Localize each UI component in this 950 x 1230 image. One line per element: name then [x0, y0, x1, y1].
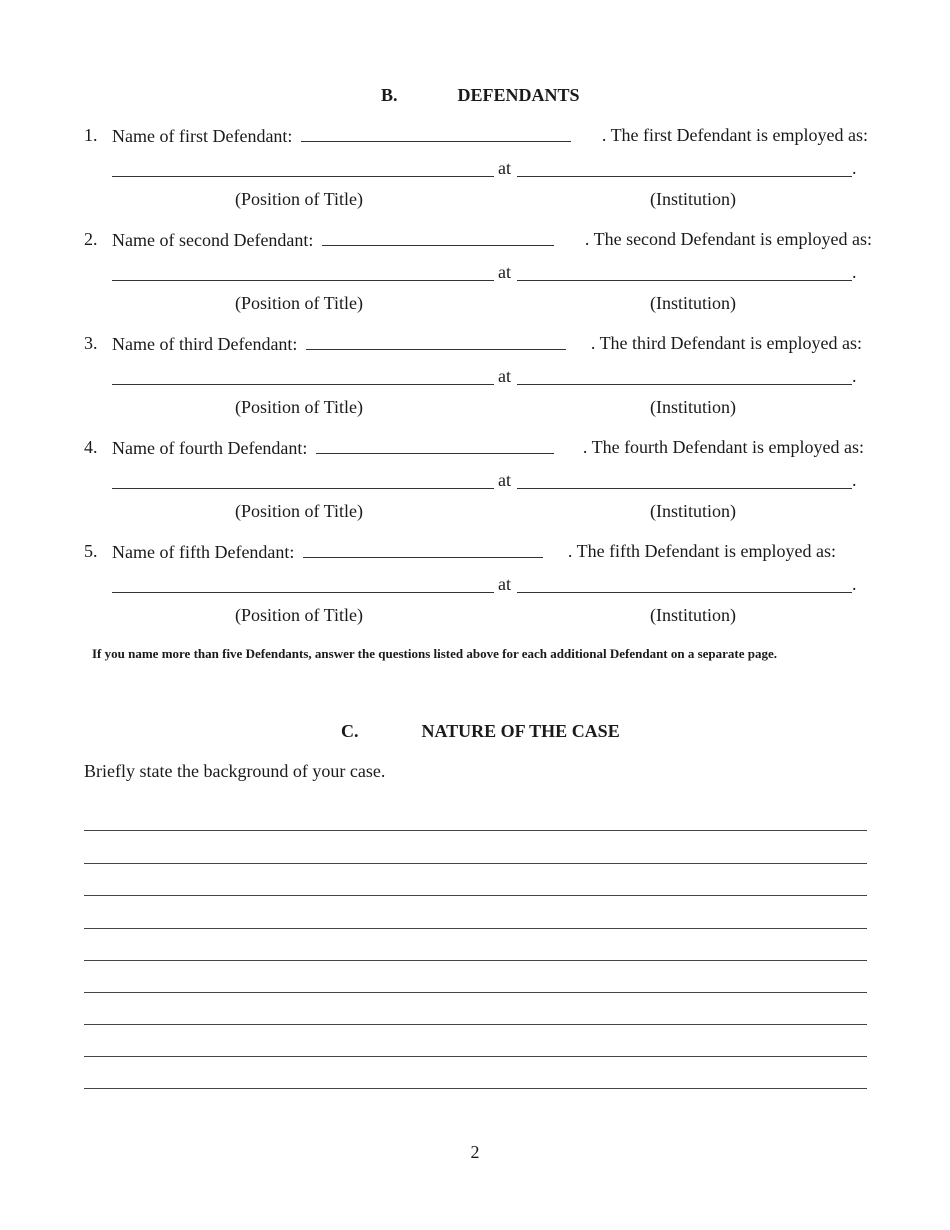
at-label: at	[498, 262, 511, 282]
defendant-number: 5.	[84, 541, 98, 561]
position-caption: (Position of Title)	[235, 189, 364, 209]
defendant-name-label: Name of third Defendant:	[112, 334, 298, 354]
defendant-employed-text: . The fourth Defendant is employed as:	[582, 437, 864, 457]
defendant-name-label: Name of fourth Defendant:	[112, 438, 308, 458]
defendant-5-position-field[interactable]	[112, 576, 494, 593]
defendant-number: 2.	[84, 229, 98, 249]
case-background-line[interactable]	[84, 895, 867, 896]
defendant-4-institution-field[interactable]	[517, 472, 852, 489]
case-background-line[interactable]	[84, 1056, 867, 1057]
section-b-heading	[381, 85, 580, 106]
position-caption: (Position of Title)	[235, 397, 364, 417]
defendant-5-name-field[interactable]	[303, 541, 543, 558]
case-background-line[interactable]	[84, 863, 867, 864]
case-background-line[interactable]	[84, 992, 867, 993]
case-background-prompt: Briefly state the background of your case.	[84, 761, 386, 781]
defendant-4-position-field[interactable]	[112, 472, 494, 489]
at-label: at	[498, 470, 511, 490]
defendant-1-institution-field[interactable]	[517, 160, 852, 177]
defendant-employed-text: . The third Defendant is employed as:	[590, 333, 862, 353]
position-caption: (Position of Title)	[235, 501, 364, 521]
position-caption: (Position of Title)	[235, 293, 364, 313]
defendant-2-institution-field[interactable]	[517, 264, 852, 281]
section-c-heading	[341, 721, 620, 742]
at-label: at	[498, 158, 511, 178]
case-background-line[interactable]	[84, 928, 867, 929]
defendant-employed-text: . The first Defendant is employed as:	[601, 125, 868, 145]
institution-caption: (Institution)	[650, 501, 736, 521]
defendant-employed-text: . The fifth Defendant is employed as:	[567, 541, 836, 561]
defendant-name-label: Name of fifth Defendant:	[112, 542, 295, 562]
section-c-title: NATURE OF THE CASE	[421, 721, 620, 741]
section-c-letter: C.	[341, 721, 359, 741]
institution-caption: (Institution)	[650, 397, 736, 417]
section-b-title: DEFENDANTS	[457, 85, 580, 105]
section-b-letter: B.	[381, 85, 398, 105]
case-background-line[interactable]	[84, 1088, 867, 1089]
defendant-name-label: Name of second Defendant:	[112, 230, 314, 250]
case-background-line[interactable]	[84, 830, 867, 831]
institution-caption: (Institution)	[650, 189, 736, 209]
defendant-3-name-field[interactable]	[306, 333, 566, 350]
case-background-line[interactable]	[84, 1024, 867, 1025]
defendant-3-institution-field[interactable]	[517, 368, 852, 385]
defendant-employed-text: . The second Defendant is employed as:	[584, 229, 872, 249]
defendant-3-position-field[interactable]	[112, 368, 494, 385]
defendant-number: 4.	[84, 437, 98, 457]
at-label: at	[498, 366, 511, 386]
defendant-number: 3.	[84, 333, 98, 353]
defendant-number: 1.	[84, 125, 98, 145]
defendant-name-label: Name of first Defendant:	[112, 126, 293, 146]
defendant-1-position-field[interactable]	[112, 160, 494, 177]
position-caption: (Position of Title)	[235, 605, 364, 625]
additional-defendants-note: If you name more than five Defendants, answer the questions listed above for each additional Defendant on a separate page.	[92, 646, 778, 661]
case-background-line[interactable]	[84, 960, 867, 961]
at-label: at	[498, 574, 511, 594]
institution-caption: (Institution)	[650, 605, 736, 625]
institution-caption: (Institution)	[650, 293, 736, 313]
defendant-2-name-field[interactable]	[322, 229, 554, 246]
defendant-4-name-field[interactable]	[316, 437, 554, 454]
defendant-2-position-field[interactable]	[112, 264, 494, 281]
defendant-5-institution-field[interactable]	[517, 576, 852, 593]
page-number: 2	[470, 1142, 480, 1162]
defendant-1-name-field[interactable]	[301, 125, 571, 142]
